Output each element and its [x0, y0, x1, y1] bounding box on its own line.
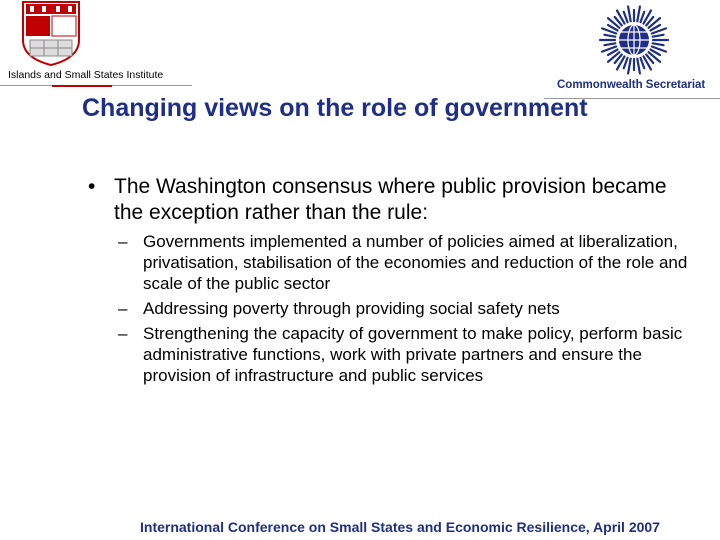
dash-icon: – [118, 299, 128, 318]
main-bullet-text: The Washington consensus where public provision became the exception rather than the rule: [114, 175, 667, 224]
commonwealth-globe-logo [594, 2, 674, 78]
subpoint-text: Strengthening the capacity of government to make policy, perform basic administrative functions, work with private partners and ensure the provision of infrastructure and public services [143, 324, 683, 385]
subpoint-item [118, 231, 698, 294]
secretariat-label: Commonwealth Secretariat [557, 79, 706, 91]
institute-label: Islands and Small States Institute [8, 69, 164, 81]
slide-title: Changing views on the role of government [82, 94, 588, 122]
subpoint-item [118, 323, 698, 386]
header-divider-accent [52, 85, 112, 87]
main-bullet [88, 174, 688, 226]
subpoint-text: Addressing poverty through providing social safety nets [143, 299, 560, 318]
subpoint-text: Governments implemented a number of policies aimed at liberalization, privatisation, stabilisation of the economies and reduction of the role and scale of the public sector [143, 232, 688, 293]
university-crest-logo [20, 0, 82, 66]
dash-icon: – [118, 232, 128, 251]
bullet-dot-icon: • [88, 175, 96, 198]
subpoint-item [118, 298, 698, 319]
footer-conference-label: International Conference on Small States and Economic Resilience, April 2007 [140, 519, 660, 535]
dash-icon: – [118, 324, 128, 343]
